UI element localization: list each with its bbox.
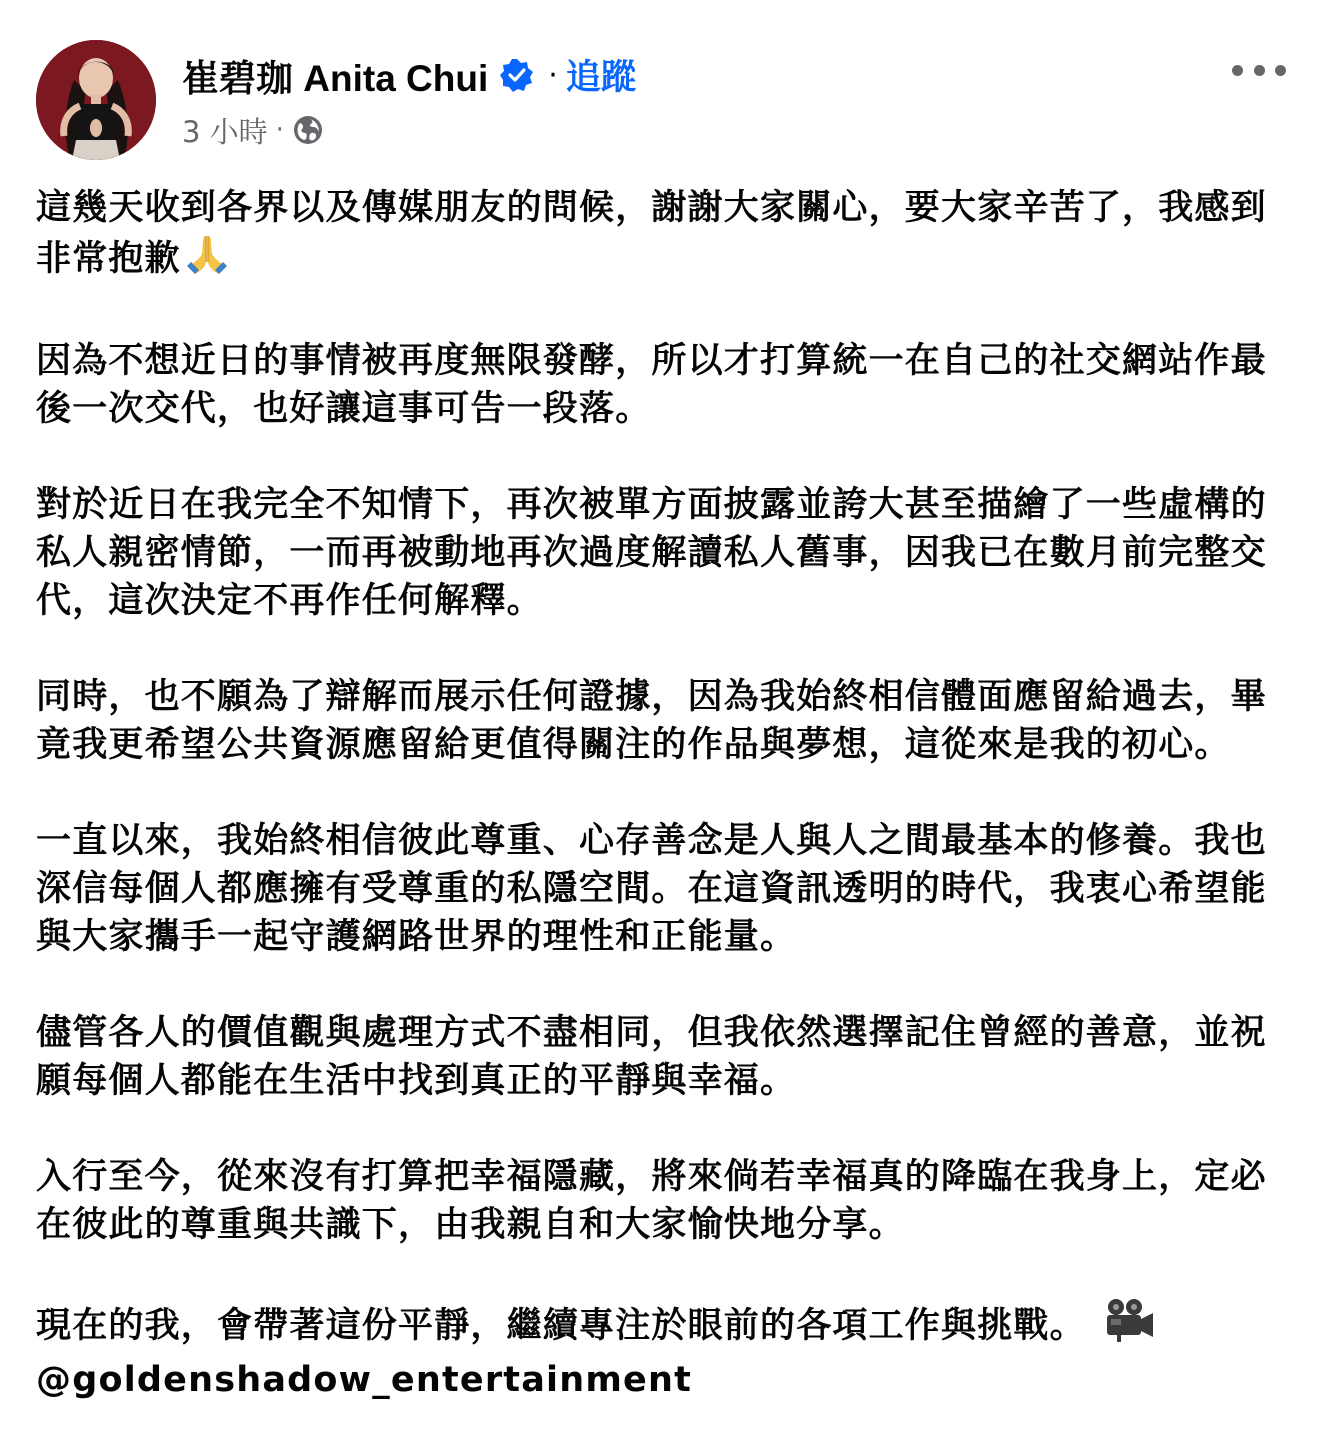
- globe-icon[interactable]: [292, 114, 324, 146]
- post-paragraph: 對於近日在我完全不知情下，再次被單方面披露並誇大甚至描繪了一些虛構的私人親密情節，一而再被動地再次過度解讀私人舊事，因我已在數月前完整交代，這次決定不再作任何解釋。: [36, 485, 1267, 621]
- meta-separator-dot: ·: [275, 115, 284, 145]
- post-paragraph: 同時，也不願為了辯解而展示任何證據，因為我始終相信體面應留給過去，畢竟我更希望公共資源應留給更值得關注的作品與夢想，這從來是我的初心。: [36, 677, 1267, 765]
- avatar[interactable]: [36, 40, 156, 160]
- more-dot: [1254, 65, 1265, 76]
- verified-badge-icon: [500, 58, 534, 92]
- post-timestamp[interactable]: 3 小時: [182, 114, 268, 149]
- paragraph-text: 現在的我，會帶著這份平靜，繼續專注於眼前的各項工作與挑戰。: [36, 1306, 1086, 1346]
- author-line: [182, 52, 636, 98]
- post-header: [36, 40, 1286, 160]
- paragraph-text: 這幾天收到各界以及傳媒朋友的問候，謝謝大家關心，要大家辛苦了，我感到非常抱歉: [36, 188, 1267, 279]
- separator-dot: ·: [548, 57, 558, 93]
- post-paragraph: [36, 1297, 1286, 1404]
- post-meta: [182, 110, 324, 150]
- post-paragraph: 一直以來，我始終相信彼此尊重、心存善念是人與人之間最基本的修養。我也深信每個人都應擁有受尊重的私隱空間。在這資訊透明的時代，我衷心希望能與大家攜手一起守護網路世界的理性和正能量。: [36, 821, 1267, 957]
- author-name[interactable]: 崔碧珈 Anita Chui: [182, 58, 489, 99]
- more-options-icon[interactable]: [1232, 58, 1286, 82]
- post-paragraph: 儘管各人的價值觀與處理方式不盡相同，但我依然選擇記住曾經的善意，並祝願每個人都能在生活中找到真正的平靜與幸福。: [36, 1013, 1267, 1101]
- post-paragraph: 入行至今，從來沒有打算把幸福隱藏，將來倘若幸福真的降臨在我身上，定必在彼此的尊重與共識下，由我親自和大家愉快地分享。: [36, 1157, 1267, 1245]
- post-paragraph: [36, 184, 1286, 289]
- movie-camera-emoji-icon: [1103, 1297, 1155, 1356]
- follow-button[interactable]: 追蹤: [565, 58, 636, 98]
- more-dot: [1232, 65, 1243, 76]
- mention-link[interactable]: @goldenshadow_entertainment: [36, 1360, 693, 1400]
- folded-hands-emoji-icon: [185, 232, 229, 289]
- post-body: [36, 184, 1286, 1404]
- more-dot: [1275, 65, 1286, 76]
- post-paragraph: 因為不想近日的事情被再度無限發酵，所以才打算統一在自己的社交網站作最後一次交代，也好讓這事可告一段落。: [36, 341, 1267, 429]
- avatar-image: [36, 40, 156, 160]
